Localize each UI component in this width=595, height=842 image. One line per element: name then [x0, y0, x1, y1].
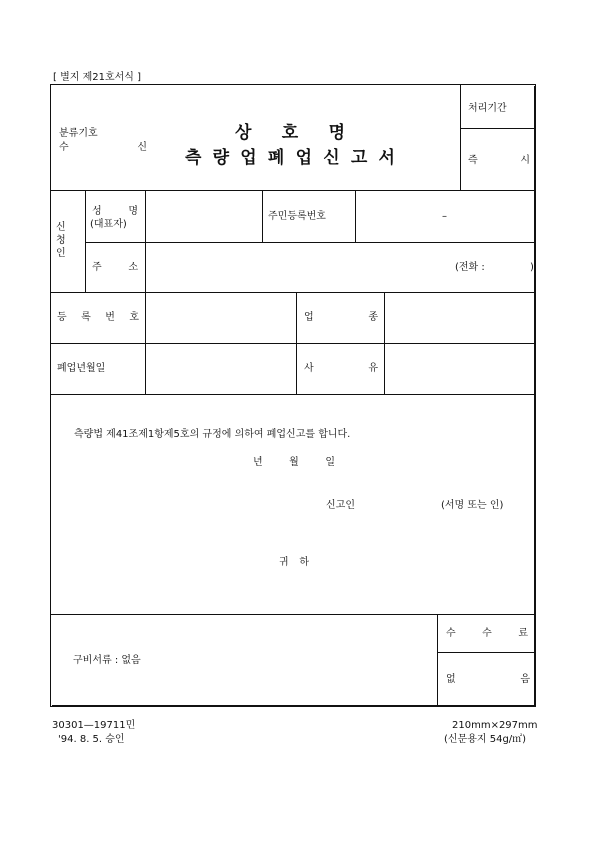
approval-date: '94. 8. 5. 승인	[58, 734, 125, 745]
rule	[296, 293, 297, 394]
rule	[51, 614, 535, 615]
rule	[460, 128, 535, 129]
date-line: 년 월 일	[253, 457, 335, 468]
classification-label: 분류기호	[59, 128, 98, 139]
business-type-label: 업 종	[304, 312, 378, 323]
reason-field[interactable]	[385, 344, 534, 394]
required-documents: 구비서류 : 없음	[73, 655, 141, 666]
rule	[460, 85, 461, 190]
fee-label: 수 수 료	[446, 628, 528, 639]
closure-date-field[interactable]	[146, 344, 296, 394]
address-field[interactable]	[146, 243, 534, 292]
paper-type: (신문용지 54g/㎡)	[444, 734, 527, 745]
business-type-field[interactable]	[385, 293, 534, 343]
processing-period-value: 즉 시	[468, 155, 530, 166]
rule	[85, 191, 86, 292]
rule	[437, 652, 535, 653]
rrn-dash: –	[442, 211, 447, 222]
phone-close: )	[530, 262, 534, 273]
address-label: 주 소	[92, 262, 138, 273]
fee-value: 없 음	[446, 674, 530, 685]
rrn-label: 주민등록번호	[268, 211, 326, 222]
rule	[262, 191, 263, 242]
title-line-1: 상 호 명	[235, 123, 345, 143]
form-code: 30301—19711민	[52, 720, 136, 731]
registration-number-field[interactable]	[146, 293, 296, 343]
rule	[437, 615, 438, 705]
applicant-group-label: 신 청 인	[56, 222, 66, 259]
registration-number-label: 등 록 번 호	[57, 312, 139, 323]
statement-text: 측량법 제41조제1항제5호의 규정에 의하여 폐업신고를 합니다.	[74, 429, 351, 440]
form-reference: [ 별지 제21호서식 ]	[53, 72, 142, 83]
closure-date-label: 폐업년월일	[57, 363, 106, 374]
declarant-label: 신고인	[326, 500, 355, 511]
rule	[51, 394, 535, 395]
addressee: 귀 하	[279, 557, 309, 568]
form-title: 측 량 업 폐 업 신 고 서	[185, 148, 395, 168]
processing-period-label: 처리기간	[468, 103, 507, 114]
phone-label: (전화 :	[455, 262, 485, 273]
frame-shadow-bottom	[52, 705, 536, 707]
paper-size: 210mm×297mm	[452, 720, 538, 731]
recipient-label: 수 신	[59, 142, 147, 153]
name-field[interactable]	[146, 191, 262, 242]
name-sub-label: (대표자)	[90, 219, 127, 230]
name-label: 성 명	[92, 206, 138, 217]
reason-label: 사 유	[304, 363, 378, 374]
rrn-field[interactable]	[356, 191, 534, 242]
signature-label: (서명 또는 인)	[441, 500, 504, 511]
